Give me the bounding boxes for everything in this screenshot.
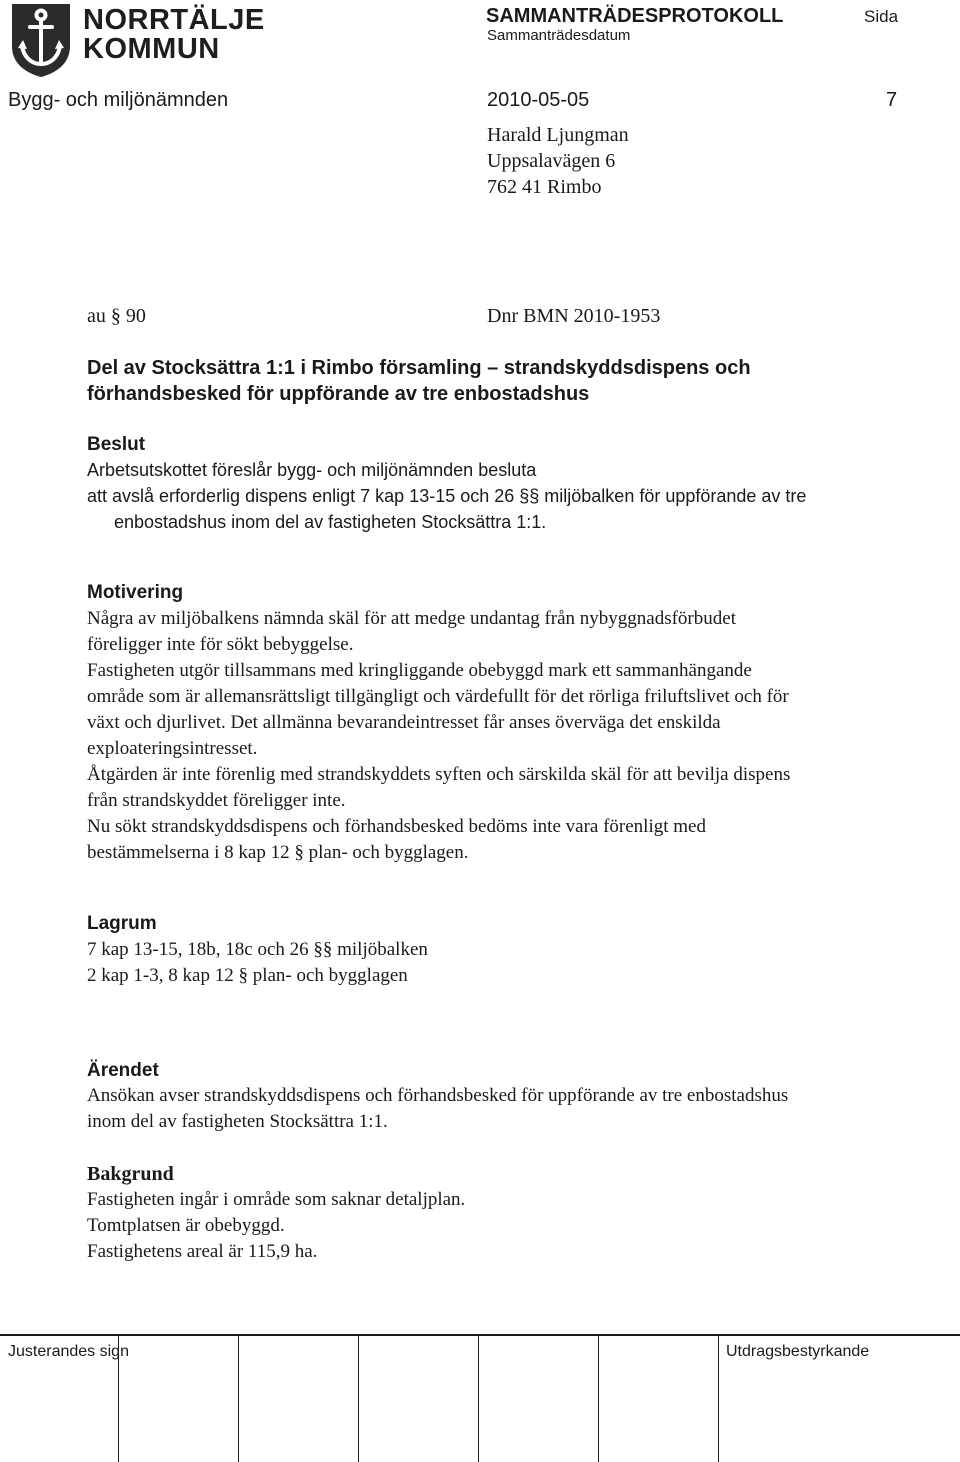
footer-top-rule [0,1334,960,1336]
recipient-postal: 762 41 Rimbo [487,176,602,198]
motivering-line: föreligger inte för sökt bebyggelse. [87,634,354,655]
case-paragraph: au § 90 [87,305,146,327]
case-title-line1: Del av Stocksättra 1:1 i Rimbo församling – strandskyddsdispens och [87,357,751,379]
meeting-date: 2010-05-05 [487,89,590,111]
arendet-line: Ansökan avser strandskyddsdispens och förhandsbesked för uppförande av tre enbostadshus [87,1085,789,1106]
page-label: Sida [864,7,899,26]
footer-divider [238,1334,239,1462]
committee-name: Bygg- och miljönämnden [8,89,229,111]
section-heading-lagrum: Lagrum [87,913,157,934]
anchor-crest-icon [10,2,72,78]
lagrum-line: 2 kap 1-3, 8 kap 12 § plan- och bygglagen [87,965,408,986]
arendet-line: inom del av fastigheten Stocksättra 1:1. [87,1111,388,1132]
brand-name-line1: NORRTÄLJE [83,4,265,36]
footer-divider [358,1334,359,1462]
motivering-line: område som är allemansrättsligt tillgängligt och värdefullt för det rörliga friluftslivet och för [87,686,789,707]
page-number: 7 [886,89,898,111]
footer-divider [598,1334,599,1462]
motivering-line: växt och djurlivet. Det allmänna bevarandeintresset får anses överväga det enskilda [87,712,721,733]
protocol-title: SAMMANTRÄDESPROTOKOLL [486,5,784,27]
section-heading-arendet: Ärendet [87,1060,159,1081]
meeting-date-label: Sammanträdesdatum [487,27,631,44]
beslut-line: att avslå erforderlig dispens enligt 7 kap 13-15 och 26 §§ miljöbalken för uppförande av tre [87,486,807,506]
case-dnr: Dnr BMN 2010-1953 [487,305,661,327]
motivering-line: Fastigheten utgör tillsammans med kringliggande obebyggd mark ett sammanhängande [87,660,752,681]
motivering-line: Nu sökt strandskyddsdispens och förhandsbesked bedöms inte vara förenligt med [87,816,706,837]
bakgrund-line: Tomtplatsen är obebyggd. [87,1215,285,1236]
footer-divider [478,1334,479,1462]
section-heading-motivering: Motivering [87,582,184,603]
section-heading-bakgrund: Bakgrund [87,1163,174,1185]
recipient-street: Uppsalavägen 6 [487,150,616,172]
utdragsbestyrkande-label: Utdragsbestyrkande [726,1343,870,1360]
section-heading-beslut: Beslut [87,434,146,455]
beslut-line: Arbetsutskottet föreslår bygg- och miljönämnden besluta [87,460,537,480]
justerandes-sign-label: Justerandes sign [8,1343,129,1360]
beslut-line: enbostadshus inom del av fastigheten Stocksättra 1:1. [114,512,547,532]
recipient-name: Harald Ljungman [487,124,629,146]
motivering-line: Några av miljöbalkens nämnda skäl för att medge undantag från nybyggnadsförbudet [87,608,736,629]
bakgrund-line: Fastigheten ingår i område som saknar detaljplan. [87,1189,466,1210]
footer-divider [718,1334,719,1462]
motivering-line: exploateringsintresset. [87,738,258,759]
case-title-line2: förhandsbesked för uppförande av tre enbostadshus [87,383,590,405]
brand-name-line2: KOMMUN [83,33,220,65]
motivering-line: Åtgärden är inte förenlig med strandskyddets syften och särskilda skäl för att bevilja dispens [87,764,791,785]
motivering-line: bestämmelserna i 8 kap 12 § plan- och bygglagen. [87,842,469,863]
lagrum-line: 7 kap 13-15, 18b, 18c och 26 §§ miljöbalken [87,939,428,960]
motivering-line: från strandskyddet föreligger inte. [87,790,346,811]
bakgrund-line: Fastighetens areal är 115,9 ha. [87,1241,318,1262]
signature-footer [0,1334,960,1462]
